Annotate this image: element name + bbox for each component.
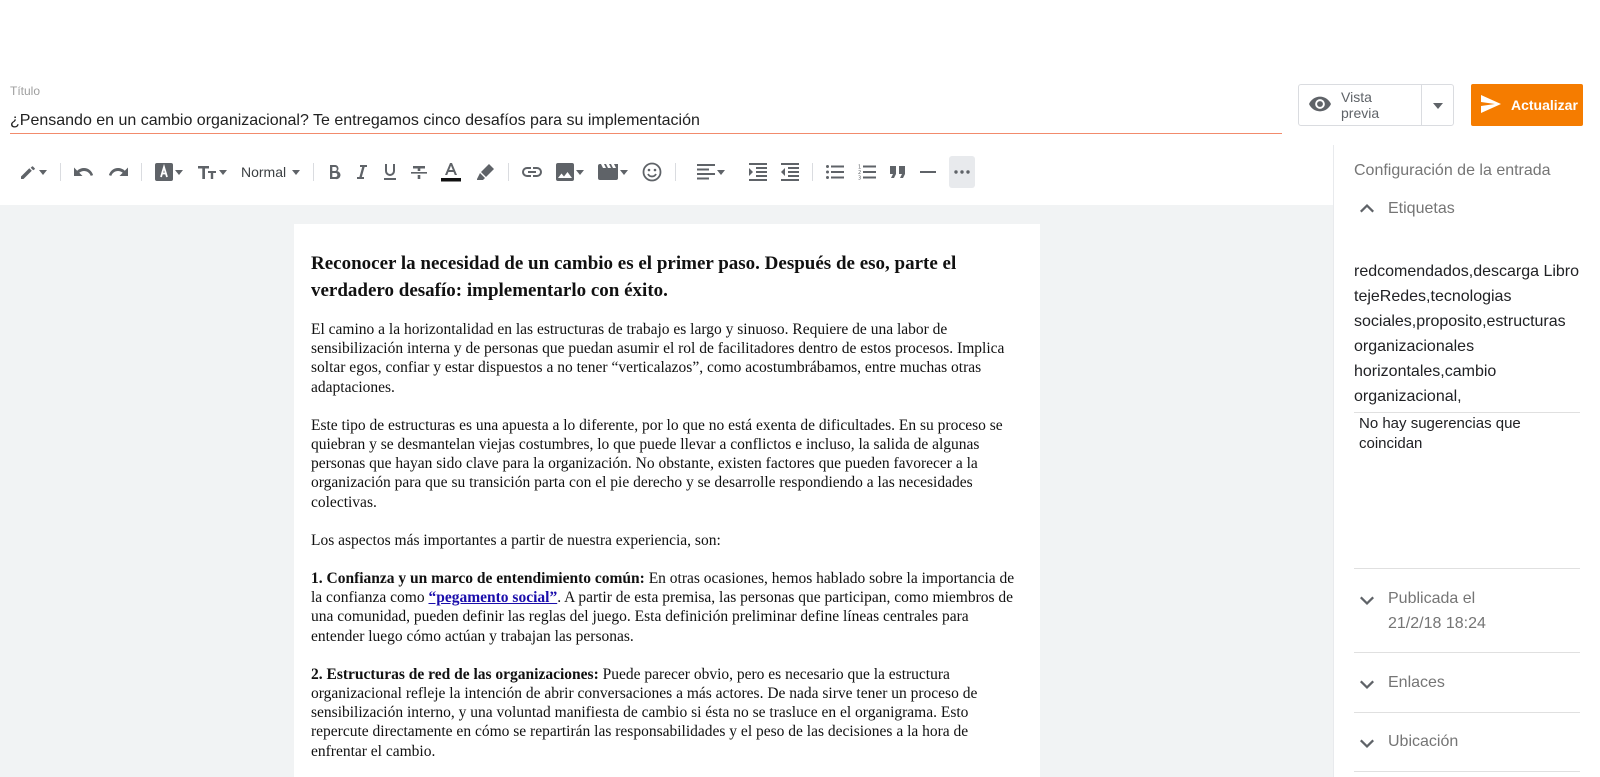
document-body[interactable] (294, 224, 1040, 777)
more-icon (954, 170, 970, 174)
numbered-list-icon (858, 164, 876, 180)
sidebar-title: Configuración de la entrada (1354, 162, 1551, 179)
chevron-down-icon (1354, 680, 1380, 689)
item-title: 2. Estructuras de red de las organizaciones: (311, 665, 599, 683)
caret-down-icon (576, 170, 584, 175)
item-text: En otras ocasiones, hemos hablado sobre la importancia de la confianza como (311, 570, 1015, 607)
underline-icon (383, 163, 397, 181)
link-button[interactable] (515, 156, 549, 188)
links-section-header[interactable] (1354, 674, 1580, 692)
update-button[interactable] (1471, 84, 1583, 126)
labels-input[interactable]: redcomendados,descarga Libro tejeRedes,tecnologias sociales,proposito,estructuras organizacionales horizontales,cambio organizacional, (1354, 259, 1580, 413)
labels-section-label: Etiquetas (1388, 200, 1455, 217)
caret-down-icon (175, 170, 183, 175)
svg-text:1: 1 (858, 164, 862, 171)
caret-down-icon (717, 170, 725, 175)
published-date: 21/2/18 18:24 (1388, 615, 1486, 632)
title-label: Título (10, 84, 41, 98)
toolbar-divider (60, 163, 61, 181)
paragraph-style-select[interactable] (234, 156, 307, 188)
location-section-label: Ubicación (1388, 733, 1459, 750)
caret-down-icon (39, 170, 47, 175)
italic-button[interactable] (348, 156, 376, 188)
labels-section-header[interactable] (1354, 200, 1580, 218)
horizontal-rule-icon (920, 170, 936, 174)
svg-text:2: 2 (858, 170, 862, 176)
outdent-button[interactable] (774, 156, 806, 188)
preview-button[interactable] (1299, 85, 1422, 125)
redo-button[interactable] (101, 156, 135, 188)
title-input[interactable] (10, 108, 1282, 134)
location-section-header[interactable] (1354, 733, 1580, 751)
paragraph: El camino a la horizontalidad en las estructuras de trabajo es largo y sinuoso. Requiere de una labor de sensibilización interna y de personas que puedan asumir el rol de facilitadores dentro de estos procesos. Implica soltar egos, confiar y estar dispuestos a no tener “verticalazos”, como acostumbrábamos, entre muchas otras adaptaciones. (311, 321, 1005, 396)
font-size-icon (197, 164, 217, 180)
social-glue-link[interactable]: “pegamento social” (428, 589, 558, 607)
alignment-button[interactable] (690, 156, 732, 188)
quote-button[interactable] (883, 156, 913, 188)
item-title: 1. Confianza y un marco de entendimiento común: (311, 570, 645, 588)
text-color-icon (441, 162, 461, 182)
pencil-icon (19, 163, 37, 181)
align-left-icon (697, 164, 715, 180)
chevron-up-icon (1354, 204, 1380, 213)
list-item-paragraph (311, 665, 1022, 761)
published-section-header[interactable] (1354, 586, 1580, 636)
no-suggestions-message: No hay sugerencias que coincidan (1359, 415, 1521, 452)
italic-icon (355, 164, 369, 180)
toolbar-divider (675, 163, 676, 181)
caret-down-icon (620, 170, 628, 175)
compose-mode-button[interactable] (12, 156, 54, 188)
sidebar-divider (1333, 145, 1334, 777)
section-divider (1354, 568, 1580, 569)
section-divider (1354, 712, 1580, 713)
chevron-down-icon (1354, 596, 1380, 605)
video-icon (598, 164, 618, 180)
indent-button[interactable] (742, 156, 774, 188)
outdent-icon (781, 163, 799, 181)
indent-icon (749, 163, 767, 181)
more-options-button[interactable] (949, 156, 975, 188)
paragraph: Los aspectos más importantes a partir de nuestra experiencia, son: (311, 531, 721, 549)
redo-icon (108, 165, 128, 179)
undo-button[interactable] (67, 156, 101, 188)
preview-label: Vista previa (1341, 89, 1380, 121)
published-label: Publicada el (1388, 590, 1476, 607)
links-section-label: Enlaces (1388, 674, 1445, 691)
toolbar-divider (313, 163, 314, 181)
preview-button-group (1298, 84, 1454, 126)
update-label: Actualizar (1511, 97, 1578, 113)
strikethrough-icon (411, 164, 427, 180)
quote-icon (890, 166, 906, 178)
emoji-button[interactable] (635, 156, 669, 188)
emoji-icon (642, 162, 662, 182)
image-icon (556, 163, 574, 181)
svg-text:3: 3 (858, 175, 862, 180)
highlight-icon (475, 163, 495, 181)
toolbar-divider (812, 163, 813, 181)
preview-options-dropdown[interactable] (1422, 85, 1453, 125)
document-heading: Reconocer la necesidad de un cambio es el primer paso. Después de eso, parte el verdadero desafío: implementarlo con éxito. (311, 253, 957, 301)
image-button[interactable] (549, 156, 591, 188)
list-item-paragraph (311, 569, 1022, 646)
editor-toolbar (0, 152, 1333, 192)
toolbar-divider (141, 163, 142, 181)
strikethrough-button[interactable] (404, 156, 434, 188)
toolbar-divider (508, 163, 509, 181)
horizontal-rule-button[interactable] (913, 156, 943, 188)
eye-icon (1309, 96, 1331, 115)
bold-button[interactable] (320, 156, 348, 188)
item-text: Puede parecer obvio, pero es necesario que la estructura organizacional refleje la intención de abrir conversaciones a más actores. De nada sirve tener un proceso de sensibilización interno, y una voluntad manifiesta de cambio si ésta no se trasluce en el organigrama. Esto repercute directamente en cómo se repartirán las responsabilidades y el peso de las decisiones a la hora de enfrentar el cambio. (311, 665, 978, 760)
section-divider (1354, 771, 1580, 772)
numbered-list-button[interactable] (851, 156, 883, 188)
text-color-button[interactable] (434, 156, 468, 188)
chevron-down-icon (1354, 739, 1380, 748)
caret-down-icon (219, 170, 227, 175)
section-divider (1354, 652, 1580, 653)
font-size-button[interactable] (190, 156, 234, 188)
send-icon (1481, 95, 1501, 116)
bullet-list-icon (826, 165, 844, 179)
highlight-button[interactable] (468, 156, 502, 188)
paragraph-style-value: Normal (241, 164, 287, 180)
paragraph: Este tipo de estructuras es una apuesta a lo diferente, por lo que no está exenta de dificultades. En su proceso se quiebran y se desmantelan viejas costumbres, lo que puede llevar a conflictos e incluso, la salida de algunas personas que hayan sido clave para la organización. No obstante, existen factores que pueden favorecer a la organización para que su transición parta con el pie derecho y se desarrolle respondiendo a las necesidades colectivas. (311, 416, 1003, 511)
font-family-button[interactable] (148, 156, 190, 188)
undo-icon (74, 165, 94, 179)
bold-icon (327, 164, 341, 180)
video-button[interactable] (591, 156, 635, 188)
item-text: . A partir de esta premisa, las personas que participan, como miembros de una comunidad, pueden definir las reglas del juego. Esta definición preliminar define líneas centrales para entender luego cómo actúan y trabajan las personas. (311, 589, 1014, 645)
link-icon (522, 167, 542, 177)
font-family-icon (155, 163, 173, 181)
bullet-list-button[interactable] (819, 156, 851, 188)
underline-button[interactable] (376, 156, 404, 188)
caret-down-icon (1433, 96, 1443, 114)
caret-down-icon (292, 170, 300, 175)
